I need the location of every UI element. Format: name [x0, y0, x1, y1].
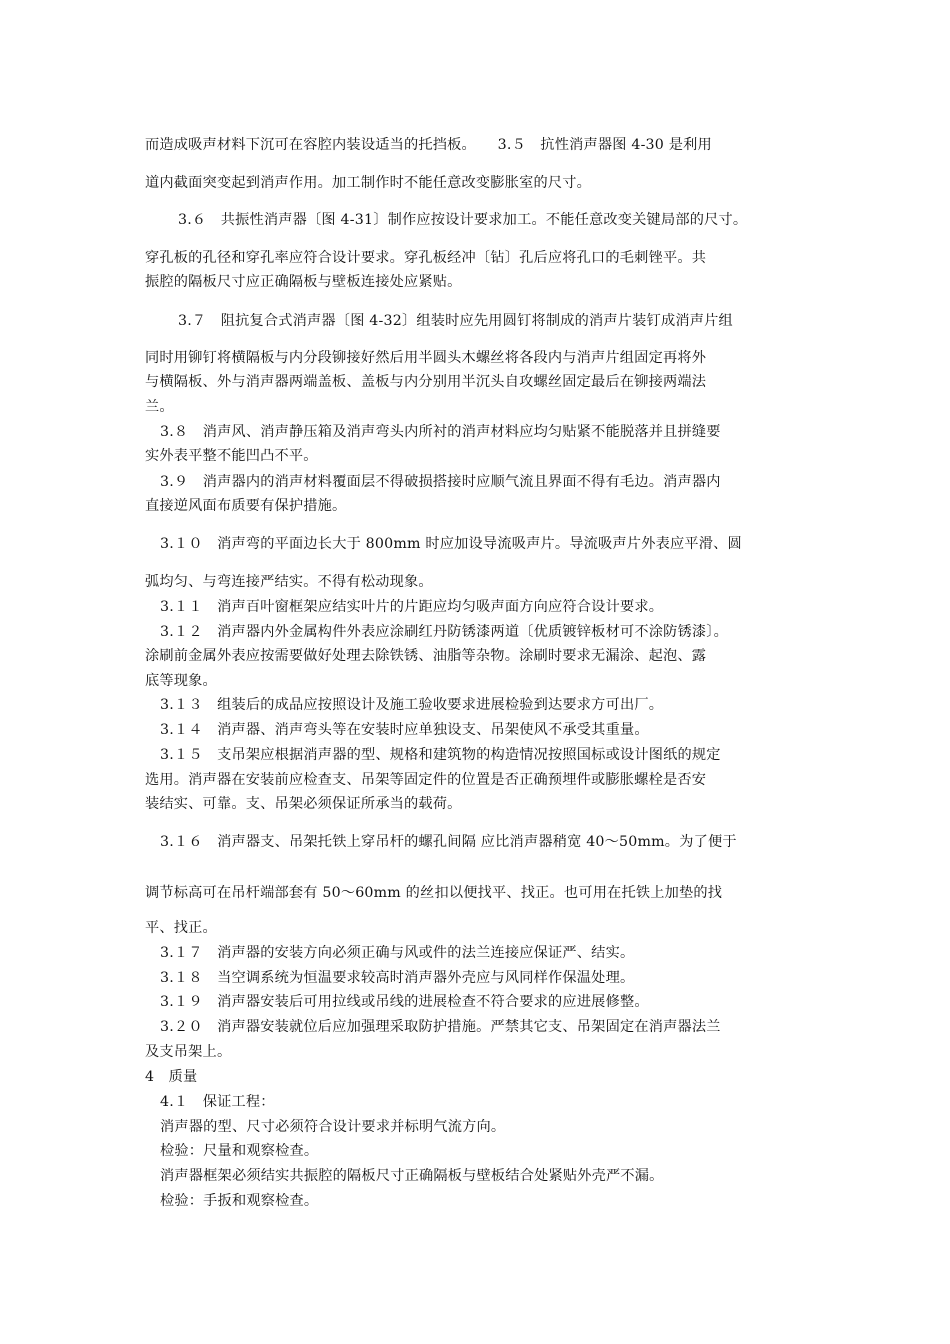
text-line: 检验：手扳和观察检查。 — [160, 1193, 319, 1209]
text-line: 底等现象。 — [145, 673, 217, 689]
text-line: 3.１５ 支吊架应根据消声器的型、规格和建筑物的构造情况按照国标或设计图纸的规定 — [160, 747, 721, 763]
text-line: 弧均匀、与弯连接严结实。不得有松动现象。 — [145, 574, 433, 590]
text-line: 平、找正。 — [145, 920, 217, 936]
text-line: 涂刷前金属外表应按需要做好处理去除铁锈、油脂等杂物。涂刷时要求无漏涂、起泡、露 — [145, 648, 707, 664]
text-line: 3.１４ 消声器、消声弯头等在安装时应单独设支、吊架使风不承受其重量。 — [160, 722, 649, 738]
text-line: 3.１８ 当空调系统为恒温要求较高时消声器外壳应与风同样作保温处理。 — [160, 970, 635, 986]
text-line: 振腔的隔板尺寸应正确隔板与壁板连接处应紧贴。 — [145, 274, 462, 290]
text-line: 3.２０ 消声器安装就位后应加强理采取防护措施。严禁其它支、吊架固定在消声器法兰 — [160, 1019, 721, 1035]
text-line: 3.１３ 组装后的成品应按照设计及施工验收要求进展检验到达要求方可出厂。 — [160, 697, 664, 713]
text-line: 3.１７ 消声器的安装方向必须正确与风或件的法兰连接应保证严、结实。 — [160, 945, 635, 961]
text-line: 与横隔板、外与消声器两端盖板、盖板与内分别用半沉头自攻螺丝固定最后在铆接两端法 — [145, 374, 707, 390]
text-line: 3.１６ 消声器支、吊架托铁上穿吊杆的螺孔间隔 应比消声器稍宽 40～50mm。为了便于 — [160, 834, 737, 850]
text-line: 3.１９ 消声器安装后可用拉线或吊线的进展检查不符合要求的应进展修整。 — [160, 994, 649, 1010]
text-line: 3.８ 消声风、消声静压箱及消声弯头内所衬的消声材料应均匀贴紧不能脱落并且拼缝要 — [160, 424, 721, 440]
text-line: 选用。消声器在安装前应检查支、吊架等固定件的位置是否正确预埋件或膨胀螺栓是否安 — [145, 772, 707, 788]
text-line: 3.６ 共振性消声器〔图 4-31〕制作应按设计要求加工。不能任意改变关键局部的尺寸。 — [178, 212, 748, 228]
text-line: 道内截面突变起到消声作用。加工制作时不能任意改变膨胀室的尺寸。 — [145, 175, 592, 191]
section-heading: 4 质量 — [145, 1069, 198, 1085]
text-line: 而造成吸声材料下沉可在容腔内装设适当的托挡板。 3.５ 抗性消声器图 4-30 是利用 — [145, 137, 712, 153]
text-line: 3.９ 消声器内的消声材料覆面层不得破损搭接时应顺气流且界面不得有毛边。消声器内 — [160, 474, 721, 490]
text-line: 实外表平整不能凹凸不平。 — [145, 448, 318, 464]
text-line: 3.１０ 消声弯的平面边长大于 800mm 时应加设导流吸声片。导流吸声片外表应平滑、圆 — [160, 536, 742, 552]
text-line: 消声器的型、尺寸必须符合设计要求并标明气流方向。 — [160, 1119, 506, 1135]
text-line: 调节标高可在吊杆端部套有 50～60mm 的丝扣以便找平、找正。也可用在托铁上加垫的找 — [145, 885, 723, 901]
text-line: 及支吊架上。 — [145, 1044, 232, 1060]
text-line: 3.１２ 消声器内外金属构件外表应涂刷红丹防锈漆两道〔优质镀锌板材可不涂防锈漆〕。 — [160, 624, 728, 640]
text-line: 检验：尺量和观察检查。 — [160, 1143, 319, 1159]
text-line: 3.１１ 消声百叶窗框架应结实叶片的片距应均匀吸声面方向应符合设计要求。 — [160, 599, 664, 615]
text-line: 兰。 — [145, 399, 174, 415]
text-line: 消声器框架必须结实共振腔的隔板尺寸正确隔板与壁板结合处紧贴外壳严不漏。 — [160, 1168, 664, 1184]
text-line: 装结实、可靠。支、吊架必须保证所承当的载荷。 — [145, 796, 462, 812]
text-line: 穿孔板的孔径和穿孔率应符合设计要求。穿孔板经冲〔钻〕孔后应将孔口的毛刺锉平。共 — [145, 250, 707, 266]
text-line: 4.１ 保证工程： — [160, 1094, 275, 1110]
text-line: 3.７ 阻抗复合式消声器〔图 4-32〕组装时应先用圆钉将制成的消声片装钉成消声片组 — [178, 313, 733, 329]
text-line: 直接逆风面布质要有保护措施。 — [145, 498, 347, 514]
text-line: 同时用铆钉将横隔板与内分段铆接好然后用半圆头木螺丝将各段内与消声片组固定再将外 — [145, 350, 707, 366]
